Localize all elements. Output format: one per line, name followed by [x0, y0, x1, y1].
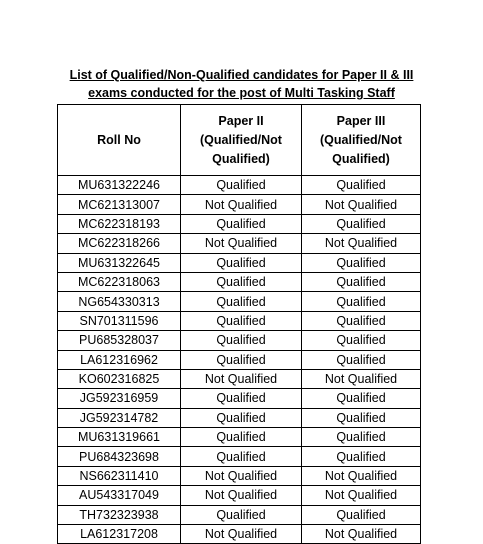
roll-no-cell: LA612316962 — [58, 350, 181, 369]
paper-3-status-cell: Qualified — [302, 505, 421, 524]
paper-2-status-cell: Qualified — [181, 176, 302, 195]
title-line-1: List of Qualified/Non-Qualified candidates for Paper II & III — [69, 68, 414, 82]
table-row — [58, 486, 421, 505]
paper-3-status-cell: Not Qualified — [302, 525, 421, 544]
table-row — [58, 466, 421, 485]
table-row — [58, 369, 421, 388]
roll-no-cell: MU631319661 — [58, 428, 181, 447]
paper-3-status-cell: Not Qualified — [302, 369, 421, 388]
table-row — [58, 389, 421, 408]
table-row — [58, 331, 421, 350]
paper-3-status-cell: Not Qualified — [302, 195, 421, 214]
paper-2-status-cell: Qualified — [181, 447, 302, 466]
roll-no-cell: AU543317049 — [58, 486, 181, 505]
roll-no-cell: MU631322645 — [58, 253, 181, 272]
results-table — [57, 104, 421, 544]
roll-no-cell: MC622318063 — [58, 272, 181, 291]
paper-2-status-cell: Qualified — [181, 331, 302, 350]
roll-no-cell: MU631322246 — [58, 176, 181, 195]
paper-2-status-cell: Qualified — [181, 408, 302, 427]
table-row — [58, 272, 421, 291]
paper-2-status-cell: Not Qualified — [181, 466, 302, 485]
roll-no-cell: TH732323938 — [58, 505, 181, 524]
table-row — [58, 350, 421, 369]
paper-2-status-cell: Qualified — [181, 272, 302, 291]
title-line-2: exams conducted for the post of Multi Tasking Staff — [88, 86, 395, 100]
roll-no-cell: SN701311596 — [58, 311, 181, 330]
roll-no-cell: LA612317208 — [58, 525, 181, 544]
table-row — [58, 428, 421, 447]
paper-2-status-cell: Qualified — [181, 505, 302, 524]
paper-3-status-cell: Qualified — [302, 214, 421, 233]
table-header-row — [58, 105, 421, 176]
paper-3-status-cell: Qualified — [302, 447, 421, 466]
paper-2-status-cell: Not Qualified — [181, 195, 302, 214]
table-row — [58, 195, 421, 214]
document-title — [0, 66, 483, 102]
table-row — [58, 292, 421, 311]
paper-2-status-cell: Qualified — [181, 214, 302, 233]
table-row — [58, 525, 421, 544]
table-row — [58, 214, 421, 233]
paper-2-status-cell: Not Qualified — [181, 369, 302, 388]
table-row — [58, 253, 421, 272]
paper-3-status-cell: Qualified — [302, 272, 421, 291]
paper-2-status-cell: Not Qualified — [181, 234, 302, 253]
paper-3-status-cell: Qualified — [302, 253, 421, 272]
paper-2-status-cell: Qualified — [181, 253, 302, 272]
paper-3-status-cell: Not Qualified — [302, 486, 421, 505]
table-row — [58, 505, 421, 524]
roll-no-cell: KO602316825 — [58, 369, 181, 388]
paper-3-status-cell: Qualified — [302, 350, 421, 369]
paper-2-status-cell: Qualified — [181, 350, 302, 369]
paper-2-status-cell: Qualified — [181, 292, 302, 311]
paper-3-status-cell: Qualified — [302, 331, 421, 350]
paper-2-status-cell: Not Qualified — [181, 486, 302, 505]
roll-no-cell: NG654330313 — [58, 292, 181, 311]
roll-no-cell: NS662311410 — [58, 466, 181, 485]
paper-3-status-cell: Qualified — [302, 311, 421, 330]
paper-3-status-cell: Not Qualified — [302, 466, 421, 485]
paper-3-status-cell: Not Qualified — [302, 234, 421, 253]
paper-2-status-cell: Qualified — [181, 428, 302, 447]
table-row — [58, 447, 421, 466]
paper-2-status-cell: Qualified — [181, 311, 302, 330]
paper-3-status-cell: Qualified — [302, 292, 421, 311]
roll-no-cell: JG592314782 — [58, 408, 181, 427]
roll-no-cell: JG592316959 — [58, 389, 181, 408]
roll-no-cell: PU685328037 — [58, 331, 181, 350]
roll-no-cell: PU684323698 — [58, 447, 181, 466]
paper-2-status-cell: Qualified — [181, 389, 302, 408]
paper-3-status-cell: Qualified — [302, 176, 421, 195]
table-row — [58, 311, 421, 330]
table-row — [58, 234, 421, 253]
table-row — [58, 408, 421, 427]
paper-2-status-cell: Not Qualified — [181, 525, 302, 544]
header-paper-2: Paper II (Qualified/Not Qualified) — [181, 105, 302, 176]
header-roll-no: Roll No — [58, 105, 181, 176]
roll-no-cell: MC621313007 — [58, 195, 181, 214]
roll-no-cell: MC622318193 — [58, 214, 181, 233]
header-paper-3: Paper III (Qualified/Not Qualified) — [302, 105, 421, 176]
table-row — [58, 176, 421, 195]
table-body — [58, 176, 421, 544]
paper-3-status-cell: Qualified — [302, 428, 421, 447]
roll-no-cell: MC622318266 — [58, 234, 181, 253]
paper-3-status-cell: Qualified — [302, 408, 421, 427]
paper-3-status-cell: Qualified — [302, 389, 421, 408]
